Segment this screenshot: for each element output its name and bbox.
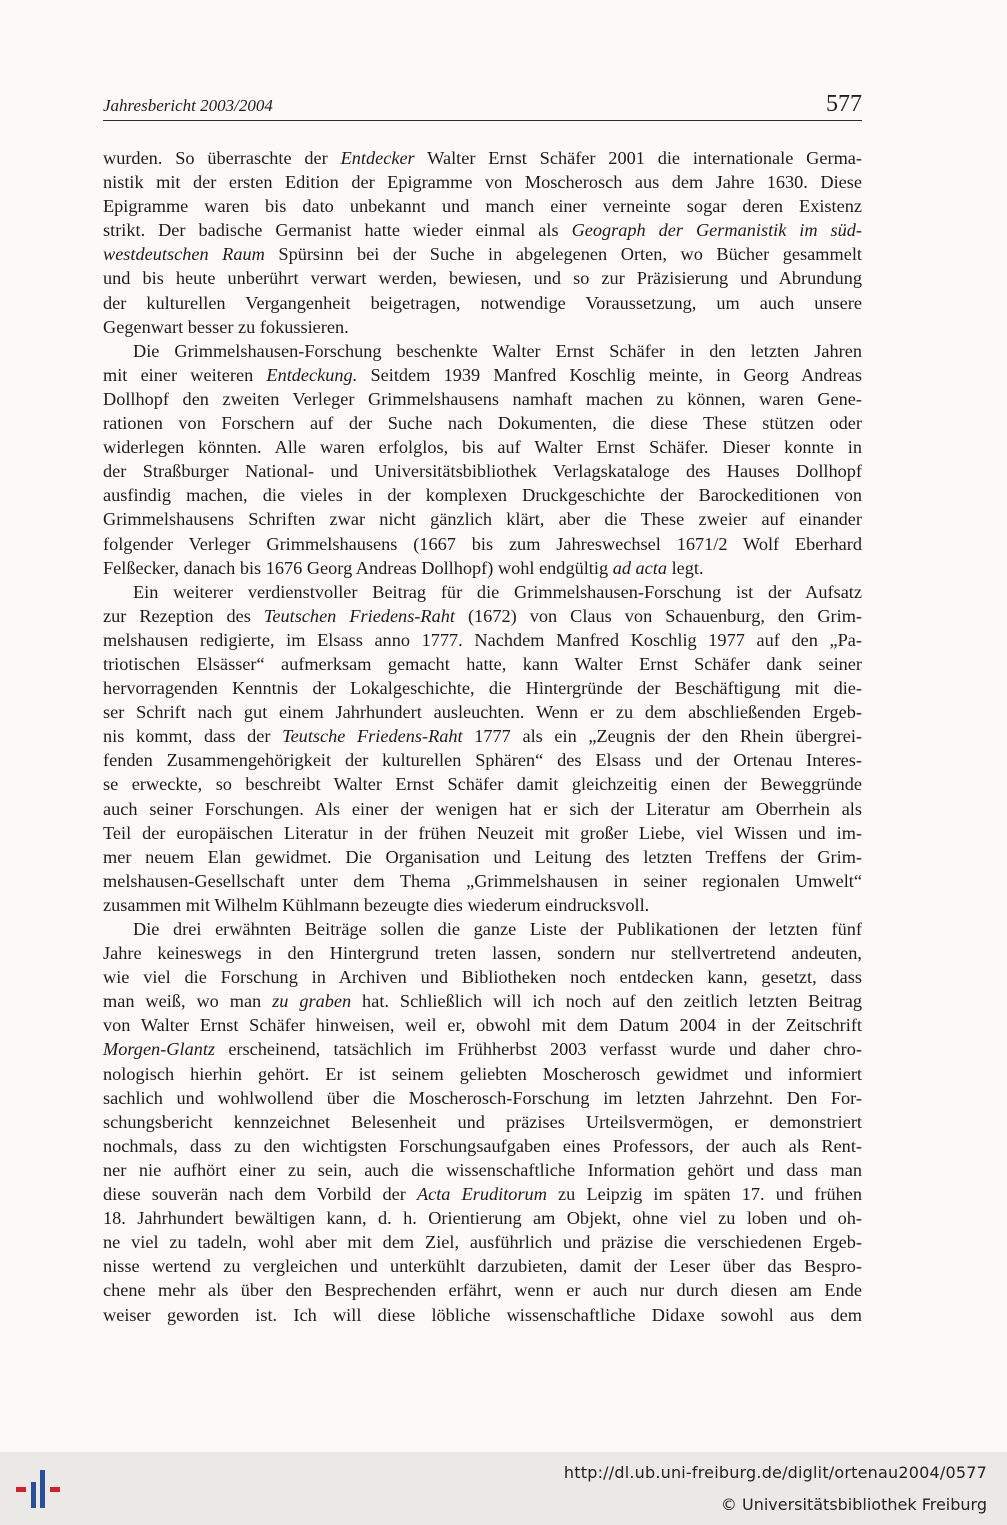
italic-phrase: Morgen-Glantz <box>103 1039 216 1060</box>
text-segment: chene mehr als über den Besprechenden erfährt, wenn er auch nur durch diesen am Ende <box>103 1280 862 1301</box>
text-line <box>103 411 862 435</box>
text-segment: triotischen Elsässer“ aufmerksam gemacht hatte, kann Walter Ernst Schäfer dank seiner <box>103 653 862 674</box>
running-title: Jahresbericht 2003/2004 <box>103 96 273 115</box>
text-segment: (1672) von Claus von Schauenburg, den Grim- <box>454 605 862 626</box>
text-segment: zur Rezeption des <box>103 605 264 626</box>
text-segment: rationen von Forschern auf der Suche nach Dokumenten, die diese These stützen oder <box>103 413 862 434</box>
text-segment: melshausen-Gesellschaft unter dem Thema „Grimmelshausen in seiner regionalen Umwelt“ <box>103 870 862 891</box>
text-segment: nis kommt, dass der <box>103 726 283 747</box>
permalink-url[interactable]: http://dl.ub.uni-freiburg.de/diglit/ortenau2004/0577 <box>563 1463 987 1482</box>
text-segment: se erweckte, so beschreibt Walter Ernst Schäfer damit gleichzeitig einen der Beweggründe <box>103 774 862 795</box>
text-line <box>103 1278 862 1302</box>
text-segment: Dollhopf den zweiten Verleger Grimmelshausens namhaft machen zu können, waren Gene- <box>103 388 862 409</box>
text-segment: diese souverän nach dem Vorbild der <box>103 1184 417 1205</box>
text-segment: melshausen redigierte, im Elsass anno 1777. Nachdem Manfred Koschlig 1977 auf den „Pa- <box>103 629 862 650</box>
text-line <box>103 893 862 917</box>
text-segment: Spürsinn bei der Suche in abgelegenen Orten, wo Bücher gesammelt <box>264 244 862 265</box>
text-line <box>103 194 862 218</box>
italic-phrase: zu graben <box>272 991 352 1012</box>
ub-freiburg-logo-icon[interactable] <box>12 1464 64 1516</box>
text-segment: mer neuem Elan gewidmet. Die Organisation und Leitung des letzten Treffens der Grim- <box>103 846 862 867</box>
text-line <box>103 941 862 965</box>
text-line <box>103 1134 862 1158</box>
copyright-notice: © Universitätsbibliothek Freiburg <box>720 1495 987 1514</box>
text-line <box>103 580 862 604</box>
text-line <box>103 821 862 845</box>
text-segment: Ein weiterer verdienstvoller Beitrag für die Grimmelshausen-Forschung ist der Aufsatz <box>133 581 862 602</box>
italic-phrase: Geograph der Germanistik im süd- <box>571 220 862 241</box>
text-segment: von Walter Ernst Schäfer hinweisen, weil er, obwohl mit dem Datum 2004 in der Zeitschrift <box>103 1015 862 1036</box>
text-segment: der Straßburger National- und Universitätsbibliothek Verlagskataloge des Hauses Dollhopf <box>103 461 862 482</box>
text-line <box>103 1206 862 1230</box>
text-line <box>103 652 862 676</box>
text-segment: ne viel zu tadeln, wohl aber mit dem Ziel, ausführlich und präzise die verschiedenen Ergeb- <box>103 1232 862 1253</box>
text-line <box>103 989 862 1013</box>
text-segment: Die Grimmelshausen-Forschung beschenkte Walter Ernst Schäfer in den letzten Jahren <box>133 340 862 361</box>
text-segment: auch seiner Forschungen. Als einer der wenigen hat er sich der Literatur am Oberrhein als <box>103 798 862 819</box>
paragraph <box>103 917 862 1327</box>
text-line <box>103 1230 862 1254</box>
text-segment: 18. Jahrhundert bewältigen kann, d. h. Orientierung am Objekt, ohne viel zu loben und oh- <box>103 1208 862 1229</box>
text-segment: Walter Ernst Schäfer 2001 die internationale Germa- <box>414 148 862 168</box>
text-line <box>103 845 862 869</box>
text-segment: erscheinend, tatsächlich im Frühherbst 2003 verfasst wurde und daher chro- <box>215 1039 862 1060</box>
running-head <box>103 88 862 121</box>
paragraph <box>103 339 862 580</box>
text-segment: 1777 als ein „Zeugnis der den Rhein übergrei- <box>462 726 862 747</box>
text-line <box>103 242 862 266</box>
text-line <box>103 339 862 363</box>
italic-phrase: westdeutschen Raum <box>103 244 265 265</box>
text-segment: nistik mit der ersten Edition der Epigramme von Moscherosch aus dem Jahre 1630. Diese <box>103 172 862 193</box>
text-line <box>103 435 862 459</box>
text-segment: zu Leipzig im späten 17. und frühen <box>546 1184 862 1205</box>
text-line <box>103 676 862 700</box>
page-number: 577 <box>826 91 862 117</box>
text-segment: Die drei erwähnten Beiträge sollen die ganze Liste der Publikationen der letzten fünf <box>133 919 862 939</box>
text-segment: fenden Zusammengehörigkeit der kulturellen Sphären“ des Elsass und der Ortenau Interes- <box>103 750 862 771</box>
text-segment: hat. Schließlich will ich noch auf den zeitlich letzten Beitrag <box>351 991 862 1012</box>
text-segment: ausfindig machen, die vieles in der komplexen Druckgeschichte der Barockeditionen von <box>103 485 862 506</box>
text-line <box>103 387 862 411</box>
italic-phrase: Entdeckung. <box>266 364 358 385</box>
text-segment: ser Schrift nach gut einem Jahrhundert ausleuchten. Wenn er zu dem abschließenden Ergeb- <box>103 702 862 723</box>
text-segment: Jahre keineswegs in den Hintergrund treten lassen, sondern nur stellvertretend andeuten, <box>103 943 862 964</box>
text-segment: Seitdem 1939 Manfred Koschlig meinte, in Georg Andreas <box>357 364 862 385</box>
text-line <box>103 291 862 315</box>
text-line <box>103 1037 862 1061</box>
text-line <box>103 748 862 772</box>
text-line <box>103 218 862 242</box>
text-segment: Teil der europäischen Literatur in der frühen Neuzeit mit großer Liebe, viel Wissen und im- <box>103 822 862 843</box>
text-line <box>103 556 862 580</box>
text-segment: zusammen mit Wilhelm Kühlmann bezeugte dies wiederum eindrucksvoll. <box>103 894 650 915</box>
text-line <box>103 772 862 796</box>
text-segment: nisse wertend zu vergleichen und unterkühlt darzubieten, damit der Leser über das Bespro- <box>103 1256 862 1277</box>
text-line <box>103 869 862 893</box>
text-segment: und bis heute unberührt verwart werden, bewiesen, und so zur Präzisierung und Abrundung <box>103 268 862 289</box>
text-line <box>103 700 862 724</box>
text-line <box>103 170 862 194</box>
text-segment: folgender Verleger Grimmelshausens (1667 bis zum Jahreswechsel 1671/2 Wolf Eberhard <box>103 533 862 554</box>
text-segment: strikt. Der badische Germanist hatte wieder einmal als <box>103 220 572 241</box>
viewer-footer <box>0 1452 1007 1525</box>
body-text <box>103 146 862 1327</box>
text-segment: nochmals, dass zu den wichtigsten Forschungsaufgaben eines Professors, der auch als Rent- <box>103 1135 862 1156</box>
text-line <box>103 266 862 290</box>
text-segment: widerlegen könnten. Alle waren erfolglos, bis auf Walter Ernst Schäfer. Dieser konnte in <box>103 437 862 458</box>
text-line <box>103 363 862 387</box>
text-line <box>103 1254 862 1278</box>
italic-phrase: ad acta <box>612 557 668 578</box>
text-segment: schungsbericht kennzeichnet Belesenheit und präzises Urteilsvermögen, er demonstriert <box>103 1111 862 1132</box>
text-line <box>103 315 862 339</box>
text-segment: weiser geworden ist. Ich will diese löbliche wissenschaftliche Didaxe sowohl aus dem <box>103 1304 862 1325</box>
text-line <box>103 917 862 941</box>
text-segment: wurden. So überraschte der <box>103 148 341 168</box>
text-segment: sachlich und wohlwollend über die Moscherosch-Forschung im letzten Jahrzehnt. Den For- <box>103 1087 862 1108</box>
text-line <box>103 459 862 483</box>
text-line <box>103 797 862 821</box>
paragraph <box>103 146 862 339</box>
text-line <box>103 532 862 556</box>
text-line <box>103 724 862 748</box>
text-line <box>103 1158 862 1182</box>
text-segment: Grimmelshausens Schriften zwar nicht gänzlich klärt, aber die These zweier auf einander <box>103 509 862 530</box>
text-line <box>103 507 862 531</box>
text-segment: man weiß, wo man <box>103 991 273 1012</box>
text-line <box>103 965 862 989</box>
text-line <box>103 604 862 628</box>
text-line <box>103 483 862 507</box>
italic-phrase: Entdecker <box>340 148 415 168</box>
text-line <box>103 146 862 170</box>
text-segment: der kulturellen Vergangenheit beigetragen, notwendige Voraussetzung, um auch unsere <box>103 292 862 313</box>
text-line <box>103 1303 862 1327</box>
text-segment: wie viel die Forschung in Archiven und Bibliotheken noch entdecken kann, gesetzt, dass <box>103 967 862 988</box>
text-line <box>103 1182 862 1206</box>
text-line <box>103 1110 862 1134</box>
italic-phrase: Teutschen Friedens-Raht <box>263 605 455 626</box>
text-segment: Epigramme waren bis dato unbekannt und manch einer verneinte sogar deren Existenz <box>103 196 862 217</box>
text-segment: nologisch hierhin gehört. Er ist seinem geliebten Moscherosch gewidmet und informiert <box>103 1063 862 1084</box>
text-segment: Gegenwart besser zu fokussieren. <box>103 316 349 337</box>
text-line <box>103 1062 862 1086</box>
text-line <box>103 1013 862 1037</box>
italic-phrase: Acta Eruditorum <box>416 1184 547 1205</box>
text-line <box>103 1086 862 1110</box>
text-line <box>103 628 862 652</box>
text-segment: Felßecker, danach bis 1676 Georg Andreas Dollhopf) wohl endgültig <box>103 557 613 578</box>
text-segment: legt. <box>667 557 704 578</box>
text-segment: ner nie aufhört einer zu sein, auch die wissenschaftliche Information gehört und dass man <box>103 1159 862 1180</box>
paragraph <box>103 580 862 917</box>
text-segment: hervorragenden Kenntnis der Lokalgeschichte, die Hintergründe der Beschäftigung mit die- <box>103 678 862 699</box>
text-segment: mit einer weiteren <box>103 364 267 385</box>
italic-phrase: Teutsche Friedens-Raht <box>282 726 463 747</box>
